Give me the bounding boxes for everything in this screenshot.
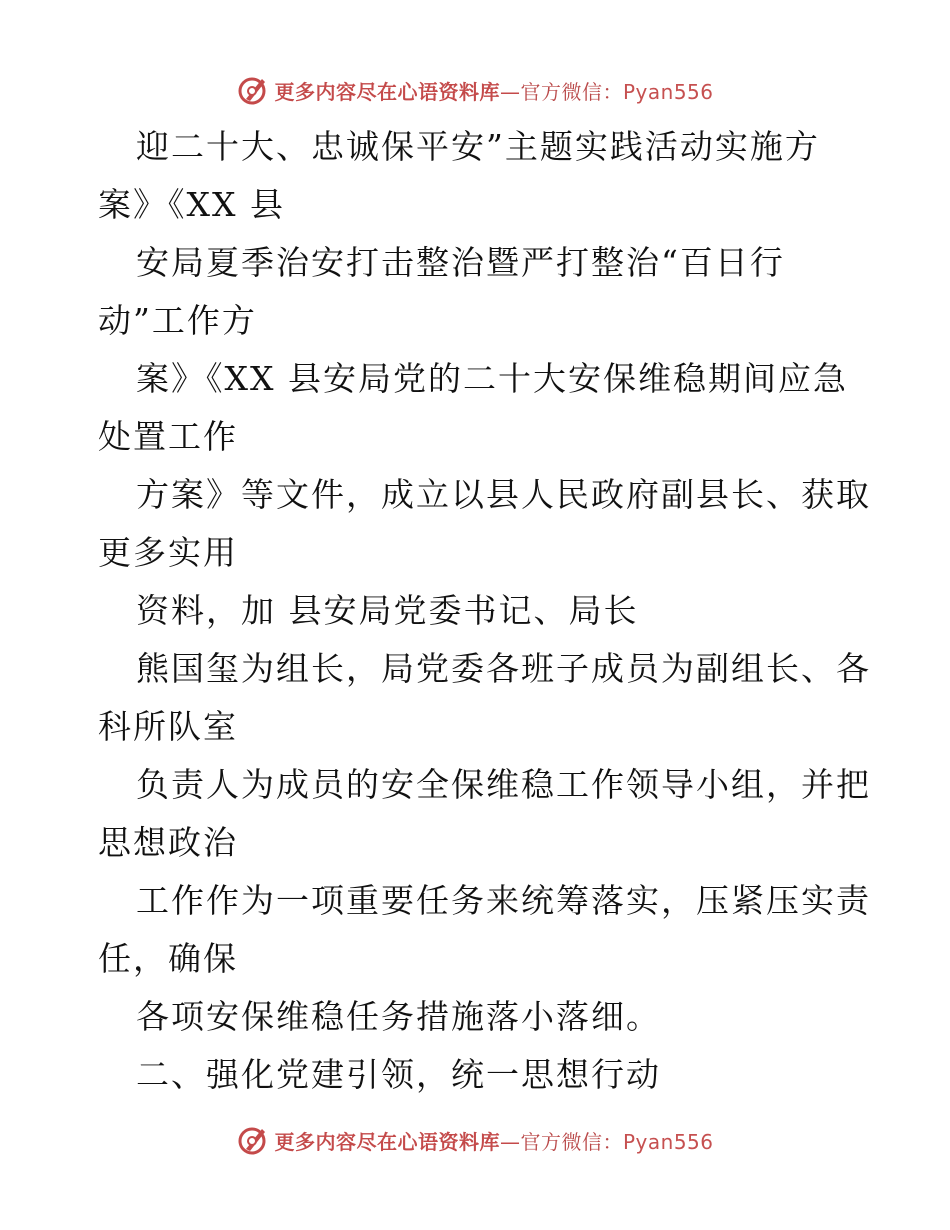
watermark-id: Pyan556 xyxy=(622,1129,714,1154)
text-line: 工作作为一项重要任务来统筹落实，压紧压实责 xyxy=(136,881,871,920)
header-watermark xyxy=(0,72,950,108)
watermark-text xyxy=(274,1126,713,1155)
footer-watermark xyxy=(0,1122,950,1158)
text-line: 迎二十大、忠诚保平安”主题实践活动实施方 xyxy=(136,127,820,166)
watermark-site: 更多内容尽在心语资料库 xyxy=(274,79,500,104)
text-line: 资料，加 县安局党委书记、局长 xyxy=(136,591,639,630)
quill-logo-icon xyxy=(236,1123,270,1157)
watermark-label: 官方微信： xyxy=(520,79,623,104)
watermark-separator: — xyxy=(499,1129,521,1154)
quill-logo-icon xyxy=(236,73,270,107)
document-body xyxy=(98,118,871,1104)
text-line: 处置工作 xyxy=(98,417,238,456)
watermark-site: 更多内容尽在心语资料库 xyxy=(274,1129,500,1154)
text-line: 各项安保维稳任务措施落小落细。 xyxy=(136,997,661,1036)
text-line: 负责人为成员的安全保维稳工作领导小组，并把 xyxy=(136,765,871,804)
section-heading: 二、强化党建引领，统一思想行动 xyxy=(136,1055,661,1094)
text-line: 动”工作方 xyxy=(98,301,257,340)
text-line: 熊国玺为组长，局党委各班子成员为副组长、各 xyxy=(136,649,871,688)
text-line: 案》《XX 县 xyxy=(98,185,285,224)
text-line: 安局夏季治安打击整治暨严打整治“百日行 xyxy=(136,243,785,282)
text-line: 更多实用 xyxy=(98,533,238,572)
text-line: 任，确保 xyxy=(98,939,238,978)
watermark-text xyxy=(274,76,713,105)
text-line: 案》《XX 县安局党的二十大安保维稳期间应急 xyxy=(136,359,848,398)
watermark-id: Pyan556 xyxy=(622,79,714,104)
watermark-separator: — xyxy=(499,79,521,104)
text-line: 方案》等文件，成立以县人民政府副县长、获取 xyxy=(136,475,871,514)
text-line: 思想政治 xyxy=(98,823,238,862)
text-line: 科所队室 xyxy=(98,707,238,746)
watermark-label: 官方微信： xyxy=(520,1129,623,1154)
